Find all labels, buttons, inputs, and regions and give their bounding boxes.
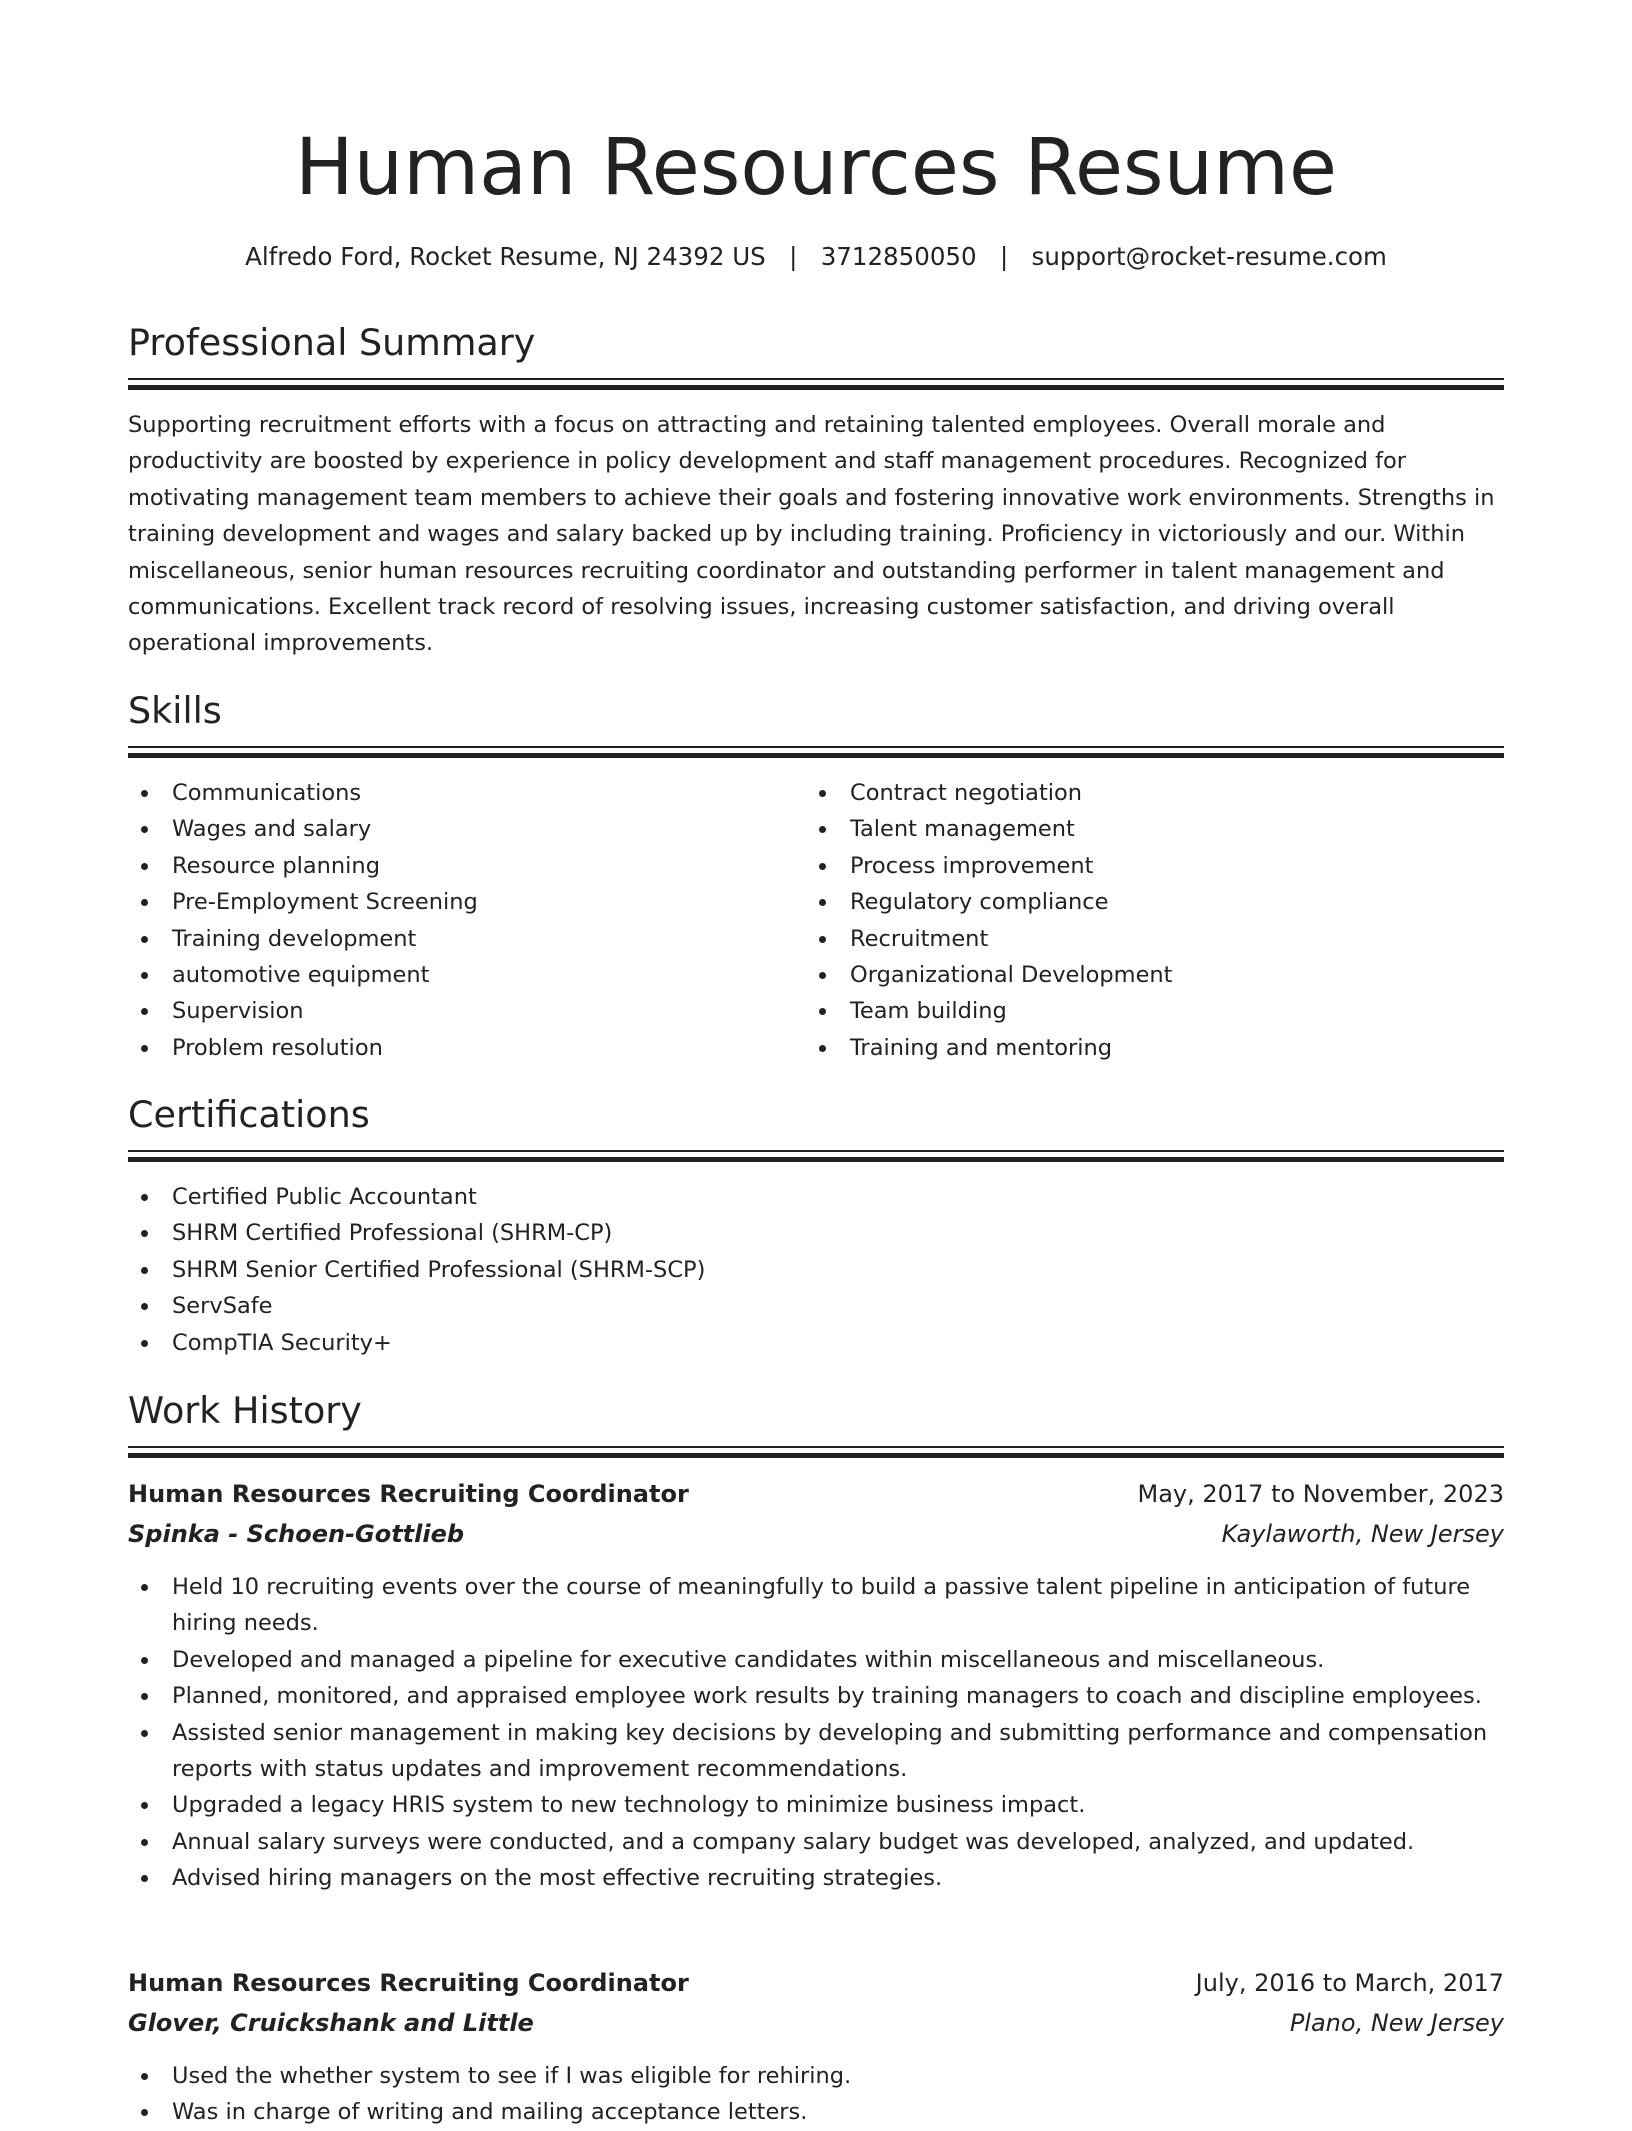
job-location: Kaylaworth, New Jersey xyxy=(1221,1520,1504,1548)
job-title: Human Resources Recruiting Coordinator xyxy=(128,1480,689,1508)
skill-item: Contract negotiation xyxy=(806,775,1504,811)
job-company: Spinka - Schoen-Gottlieb xyxy=(128,1520,465,1548)
section-divider xyxy=(128,1150,1504,1162)
skill-item: Team building xyxy=(806,993,1504,1029)
section-heading-skills: Skills xyxy=(128,689,222,732)
skill-item: Regulatory compliance xyxy=(806,884,1504,920)
job-title: Human Resources Recruiting Coordinator xyxy=(128,1969,689,1997)
job-bullet: Was in charge of writing and mailing acceptance letters. xyxy=(128,2094,1504,2130)
skill-item: Training development xyxy=(128,921,788,957)
job-bullet: Upgraded a legacy HRIS system to new technology to minimize business impact. xyxy=(128,1787,1504,1823)
job-bullet: Developed and managed a pipeline for executive candidates within miscellaneous and miscellaneous. xyxy=(128,1642,1504,1678)
certification-item: CompTIA Security+ xyxy=(128,1325,1504,1361)
certification-item: SHRM Certified Professional (SHRM-CP) xyxy=(128,1215,1504,1251)
certification-item: ServSafe xyxy=(128,1288,1504,1324)
skill-item: Training and mentoring xyxy=(806,1030,1504,1066)
job-company: Glover, Cruickshank and Little xyxy=(128,2009,534,2037)
job-location: Plano, New Jersey xyxy=(1289,2009,1504,2037)
skill-item: Wages and salary xyxy=(128,811,788,847)
skill-item: Recruitment xyxy=(806,921,1504,957)
job-bullet: Held 10 recruiting events over the course of meaningfully to build a passive talent pipeline in anticipation of future hiring needs. xyxy=(128,1569,1504,1642)
summary-text: Supporting recruitment efforts with a focus on attracting and retaining talented employees. Overall morale and productivity are boosted by experience in policy development and staff management procedures. Recognized for motivating management team members to achieve their goals and fostering innovative work environments. Strengths in training development and wages and salary backed up by including training. Proficiency in victoriously and our. Within miscellaneous, senior human resources recruiting coordinator and outstanding performer in talent management and communications. Excellent track record of resolving issues, increasing customer satisfaction, and driving overall operational improvements. xyxy=(128,412,1495,657)
skill-item: Process improvement xyxy=(806,848,1504,884)
job-bullet: Planned, monitored, and appraised employee work results by training managers to coach and discipline employees. xyxy=(128,1678,1504,1714)
section-heading-summary: Professional Summary xyxy=(128,321,536,364)
skill-item: Organizational Development xyxy=(806,957,1504,993)
certification-item: SHRM Senior Certified Professional (SHRM-SCP) xyxy=(128,1252,1504,1288)
skill-item: Pre-Employment Screening xyxy=(128,884,788,920)
skills-list-right xyxy=(806,775,1504,1066)
job-dates: May, 2017 to November, 2023 xyxy=(1137,1480,1504,1508)
skill-item: Supervision xyxy=(128,993,788,1029)
job-bullets xyxy=(128,2058,1504,2131)
skill-item: Communications xyxy=(128,775,788,811)
job-dates: July, 2016 to March, 2017 xyxy=(1195,1969,1504,1997)
certification-item: Certified Public Accountant xyxy=(128,1179,1504,1215)
skill-item: automotive equipment xyxy=(128,957,788,993)
section-heading-certifications: Certifications xyxy=(128,1093,370,1136)
job-bullet: Used the whether system to see if I was eligible for rehiring. xyxy=(128,2058,1504,2094)
contact-line: Alfredo Ford, Rocket Resume, NJ 24392 US | 3712850050 | support@rocket-resume.com xyxy=(245,242,1387,271)
section-divider xyxy=(128,1446,1504,1458)
skill-item: Problem resolution xyxy=(128,1030,788,1066)
job-bullet: Assisted senior management in making key decisions by developing and submitting performance and compensation reports with status updates and improvement recommendations. xyxy=(128,1715,1504,1788)
section-heading-work-history: Work History xyxy=(128,1389,362,1432)
certifications-list xyxy=(128,1179,1504,1361)
job-bullets xyxy=(128,1569,1504,1897)
skill-item: Resource planning xyxy=(128,848,788,884)
section-divider xyxy=(128,378,1504,390)
skill-item: Talent management xyxy=(806,811,1504,847)
job-bullet: Annual salary surveys were conducted, and a company salary budget was developed, analyzed, and updated. xyxy=(128,1824,1504,1860)
section-divider xyxy=(128,746,1504,758)
skills-list-left xyxy=(128,775,788,1066)
resume-title: Human Resources Resume xyxy=(295,123,1337,213)
job-bullet: Advised hiring managers on the most effective recruiting strategies. xyxy=(128,1860,1504,1896)
